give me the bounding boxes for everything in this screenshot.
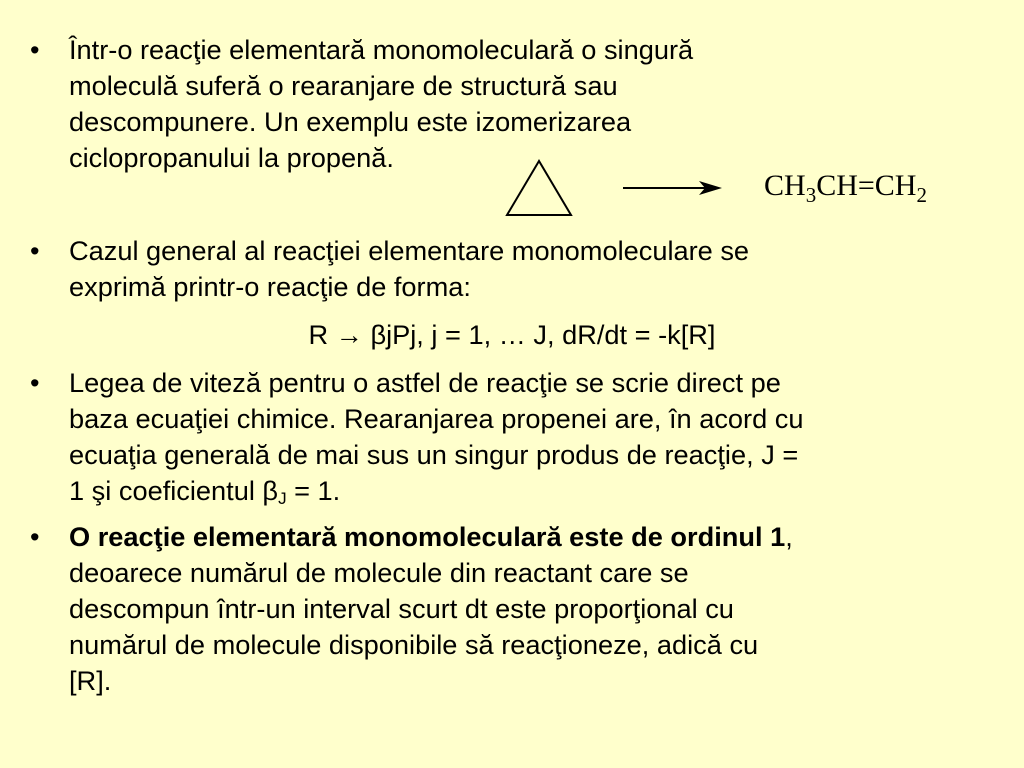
bullet-marker: • <box>30 367 40 398</box>
text-line: ciclopropanului la propenă. <box>69 142 394 173</box>
text-line: numărul de molecule disponibile să reacţioneze, adică cu <box>69 629 759 660</box>
text-line: Într-o reacţie elementară monomoleculară o singură <box>69 34 694 65</box>
bullet-marker: • <box>30 521 40 552</box>
text-line: descompun într-un interval scurt dt este proporţional cu <box>69 593 734 624</box>
general-reaction-formula: R → βjPj, j = 1, … J, dR/dt = -k[R] <box>308 319 716 350</box>
propene-formula <box>764 166 927 215</box>
beta-subscript: J <box>278 489 287 508</box>
paragraph-general-case <box>69 233 749 305</box>
text-line: deoarece numărul de molecule din reactant care se <box>69 557 689 588</box>
text-line: Legea de viteză pentru o astfel de reacţie se scrie direct pe <box>69 367 781 398</box>
paragraph-rate-law <box>69 365 804 517</box>
text-line: baza ecuaţiei chimice. Rearanjarea propenei are, în acord cu <box>69 403 804 434</box>
paragraph-monomolecular-intro <box>69 32 693 176</box>
text-line: [R]. <box>69 665 112 696</box>
product-subscript-3: 3 <box>805 183 817 207</box>
bullet-marker: • <box>30 235 40 266</box>
paragraph-first-order <box>69 519 793 699</box>
product-subscript-2: 2 <box>916 183 927 207</box>
text-line-bold <box>69 519 793 555</box>
product-ch: CH <box>764 169 806 202</box>
product-chch: CH=CH <box>816 169 917 202</box>
text-line: descompunere. Un exemplu este izomerizarea <box>69 106 632 137</box>
reaction-arrow-head <box>699 181 722 195</box>
text-line: ecuaţia generală de mai sus un singur produs de reacţie, J = <box>69 439 799 470</box>
comma: , <box>785 521 793 552</box>
text-line: Cazul general al reacţiei elementare monomoleculare se <box>69 235 750 266</box>
bullet-marker: • <box>30 34 40 65</box>
text-tail: = 1. <box>286 475 341 506</box>
text-line: 1 şi coeficientul β <box>69 475 279 506</box>
text-line: exprimă printr-o reacţie de forma: <box>69 271 471 302</box>
text-line-with-subscript <box>69 473 804 517</box>
bold-statement: O reacţie elementară monomoleculară este de ordinul 1 <box>69 521 786 552</box>
text-line: moleculă suferă o rearanjare de structură sau <box>69 70 618 101</box>
